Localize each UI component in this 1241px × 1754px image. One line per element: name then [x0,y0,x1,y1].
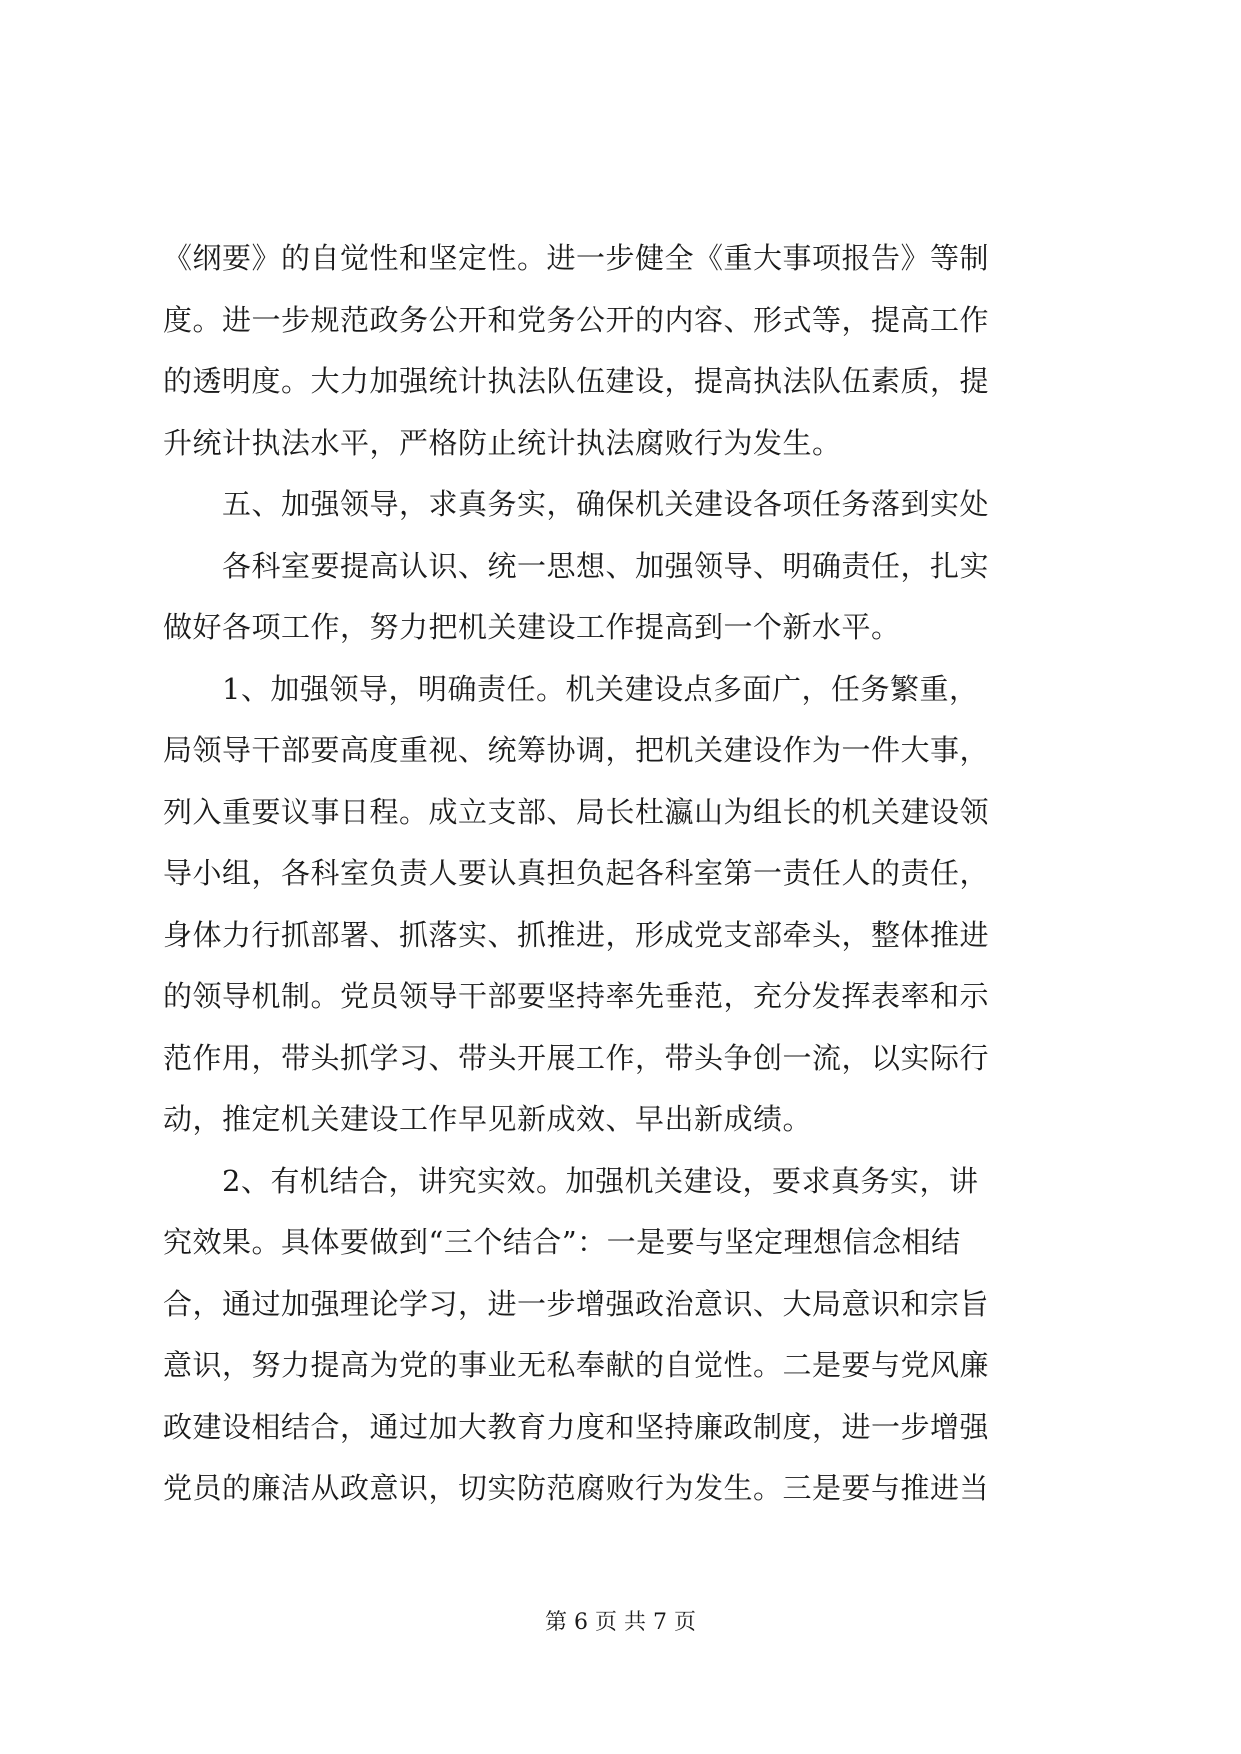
text-line: 导小组，各科室负责人要认真担负起各科室第一责任人的责任， [163,856,990,890]
section-heading: 五、加强领导，求真务实，确保机关建设各项任务落到实处 [163,487,990,521]
text-line: 升统计执法水平，严格防止统计执法腐败行为发生。 [163,425,842,460]
text-line: 做好各项工作，努力把机关建设工作提高到一个新水平。 [163,610,901,644]
text-line: 动，推定机关建设工作早见新成效、早出新成绩。 [163,1102,813,1136]
text-line: 身体力行抓部署、抓落实、抓推进，形成党支部牵头，整体推进 [163,917,990,952]
text-line: 的领导机制。党员领导干部要坚持率先垂范，充分发挥表率和示 [163,979,990,1013]
text-line: 1、加强领导，明确责任。机关建设点多面广，任务繁重， [163,671,979,706]
text-line: 的透明度。大力加强统计执法队伍建设，提高执法队伍素质，提 [163,364,990,398]
text-line: 范作用，带头抓学习、带头开展工作，带头争创一流，以实际行 [163,1040,990,1075]
body-text [163,228,1093,1520]
text-line: 合，通过加强理论学习，进一步增强政治意识、大局意识和宗旨 [163,1286,990,1321]
text-line: 2、有机结合，讲究实效。加强机关建设，要求真务实，讲 [163,1163,979,1198]
text-line: 政建设相结合，通过加大教育力度和坚持廉政制度，进一步增强 [163,1409,990,1444]
text-line: 《纲要》的自觉性和坚定性。进一步健全《重大事项报告》等制 [163,241,990,275]
text-line: 各科室要提高认识、统一思想、加强领导、明确责任，扎实 [163,548,990,583]
text-line: 意识，努力提高为党的事业无私奉献的自觉性。二是要与党风廉 [163,1348,990,1382]
text-line: 列入重要议事日程。成立支部、局长杜瀛山为组长的机关建设领 [163,794,990,829]
text-line: 党员的廉洁从政意识，切实防范腐败行为发生。三是要与推进当 [163,1471,990,1505]
text-line: 局领导干部要高度重视、统筹协调，把机关建设作为一件大事， [163,733,990,767]
text-line: 究效果。具体要做到“三个结合”：一是要与坚定理想信念相结 [163,1225,961,1259]
page-number: 第 6 页 共 7 页 [545,1610,696,1635]
text-line: 度。进一步规范政务公开和党务公开的内容、形式等，提高工作 [163,302,990,337]
